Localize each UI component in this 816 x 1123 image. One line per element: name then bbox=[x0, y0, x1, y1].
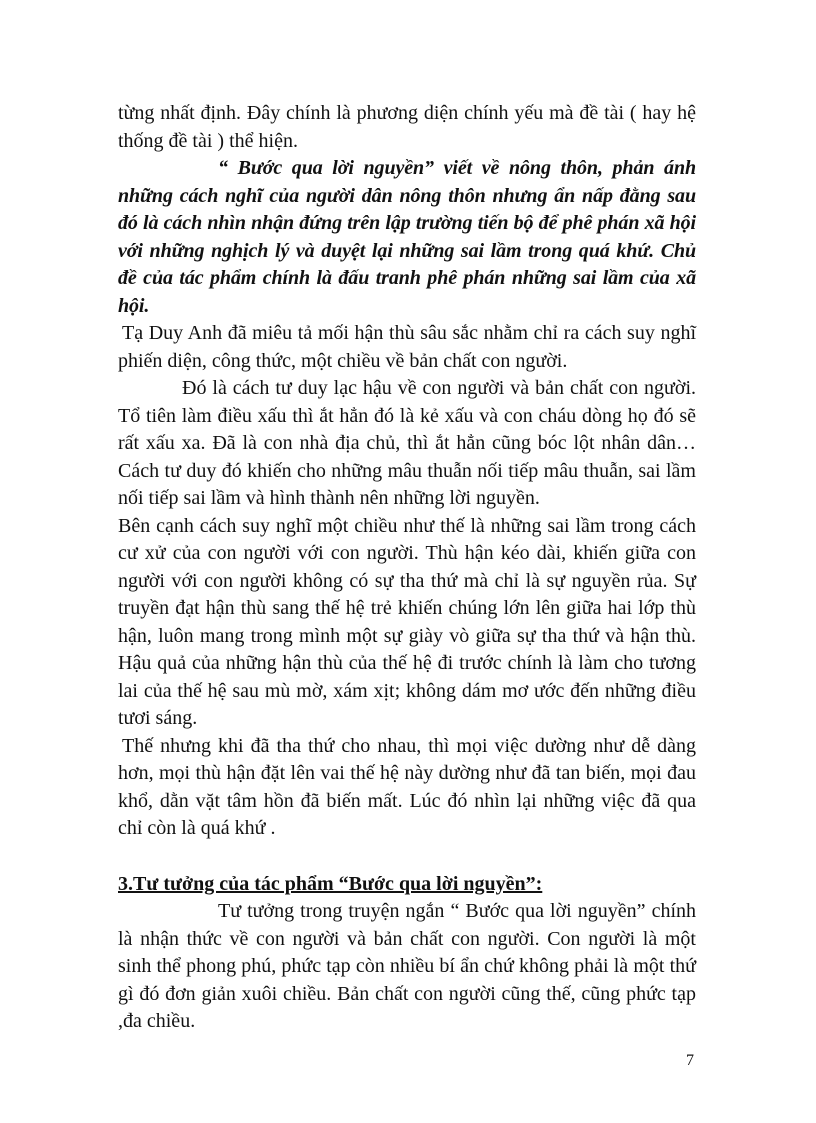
document-page bbox=[118, 100, 696, 1036]
paragraph-behavior-mistakes: Bên cạnh cách suy nghĩ một chiều như thế là những sai lầm trong cách cư xử của con người với con người. Thù hận kéo dài, khiến giữa con người với con người không có sự tha thứ mà chỉ là sự nguyền rủa. Sự truyền đạt hận thù sang thế hệ trẻ khiến chúng lớn lên giữa hai lớp thù hận, luôn mang trong mình một sự giày vò giữa sự tha thứ và hận thù. Hậu quả của những hận thù của thế hệ đi trước chính là làm cho tương lai của thế hệ sau mù mờ, xám xịt; không dám mơ ước đến những điều tươi sáng. bbox=[118, 514, 696, 729]
page-number: 7 bbox=[686, 1052, 694, 1069]
paragraph-theme-bold-italic: “ Bước qua lời nguyền” viết về nông thôn, phản ánh những cách nghĩ của người dân nông thôn nhưng ẩn nấp đằng sau đó là cách nhìn nhận đứng trên lập trường tiến bộ để phê phán xã hội với những nghịch lý và duyệt lại những sai lầm trong quá khứ. Chủ đề của tác phẩm chính là đấu tranh phê phán những sai lầm của xã hội. bbox=[118, 157, 696, 317]
section-heading: 3.Tư tưởng của tác phẩm “Bước qua lời nguyền”: bbox=[118, 872, 543, 895]
paragraph-continuation: từng nhất định. Đây chính là phương diện chính yếu mà đề tài ( hay hệ thống đề tài ) thể hiện. bbox=[118, 102, 696, 152]
paragraph-forgiveness: Thế nhưng khi đã tha thứ cho nhau, thì mọi việc dường như dễ dàng hơn, mọi thù hận đặt lên vai thế hệ này dường như đã tan biến, mọi đau khổ, dằn vặt tâm hồn đã biến mất. Lúc đó nhìn lại những việc đã qua chỉ còn là quá khứ . bbox=[118, 734, 696, 839]
paragraph-ideology: Tư tưởng trong truyện ngắn “ Bước qua lời nguyền” chính là nhận thức về con người và bản chất con người. Con người là một sinh thể phong phú, phức tạp còn nhiều bí ẩn chứ không phải là một thứ gì đó đơn giản xuôi chiều. Bản chất con người cũng thế, cũng phức tạp ,đa chiều. bbox=[118, 900, 696, 1032]
paragraph-backward-thinking: Đó là cách tư duy lạc hậu về con người và bản chất con người. Tổ tiên làm điều xấu thì ắt hẳn đó là kẻ xấu và con cháu dòng họ đó sẽ rất xấu xa. Đã là con nhà địa chủ, thì ắt hẳn cũng bóc lột nhân dân… Cách tư duy đó khiến cho những mâu thuẫn nối tiếp mâu thuẫn, sai lầm nối tiếp sai lầm và hình thành nên những lời nguyền. bbox=[118, 377, 696, 509]
paragraph-author-description: Tạ Duy Anh đã miêu tả mối hận thù sâu sắc nhằm chỉ ra cách suy nghĩ phiến diện, công thức, một chiều về bản chất con người. bbox=[118, 322, 696, 372]
